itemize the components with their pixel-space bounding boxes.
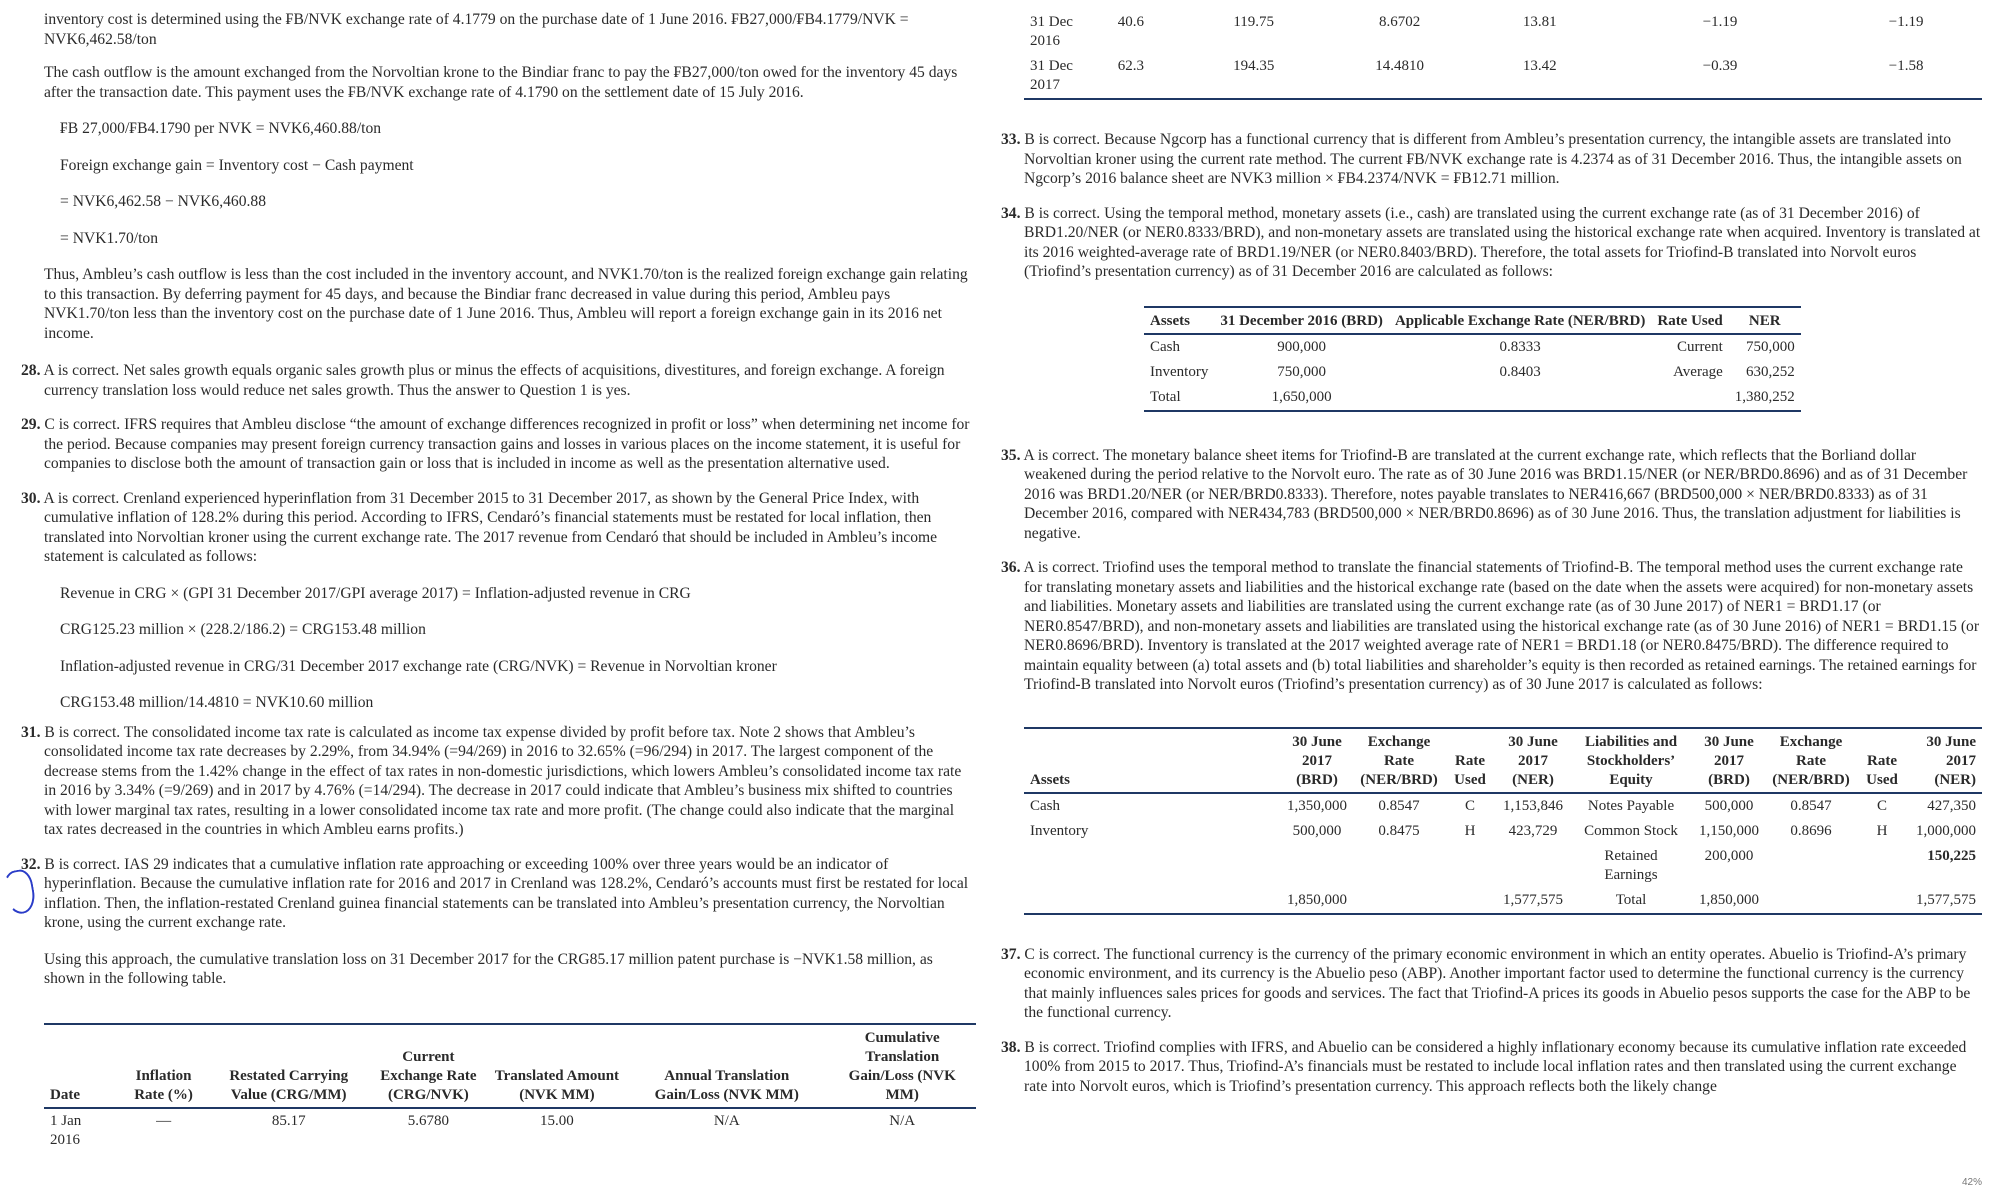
cell [1024,888,1280,914]
cell: 0.8403 [1499,363,1541,380]
answer-32-text: B is correct. IAS 29 indicates that a cumulative inflation rate approaching or exceeding 100% over three years would be an indicator of hyperinflation. Because the cumulative inflation rate for 2016 and 2017 in Crenland was 128.2%, Cendaró’s accounts must first be restated for local inflation. Then, the inflation-restated Crenland guinea financial statements can be translated into Ambleu’s presentation currency, the Norvoltian krone, using the current exchange rate. [44,855,969,931]
cell [1766,844,1856,888]
cell [1389,385,1651,411]
cell: 1,850,000 [1287,891,1347,908]
cell: Common Stock [1584,822,1678,839]
cell: Cash [1150,338,1180,355]
answer-37 [1001,945,1982,1023]
cell [1354,844,1444,888]
answer-31-text: B is correct. The consolidated income tax rate is calculated as income tax expense divided by profit before tax. Note 2 shows that Ambleu’s consolidated income tax rate decreases by 2.29%, from 34.94% (=94/269) in 2016 to 32.65% (=96/294) in 2017. The largest component of the decrease stems from the 1.42% change in the effect of tax rates in non-domestic jurisdictions, which lowers Ambleu’s consolidated income tax rate in 2016 by 3.34% (=9/269) and in 2017 by 4.76% (=14/294). The decrease in 2017 could indicate that Ambleu’s business mix shifted to countries with lower marginal tax rates, resulting in a lower consolidated income tax rate and more profit. (The change could also indicate that the marginal tax rates decreased in the countries in which Ambleu earns profits.) [44,723,962,838]
col-header: Exchange Rate (NER/BRD) [1766,728,1856,793]
answer-31-number: 31. [21,723,41,741]
table-row [44,1108,976,1153]
cell: 194.35 [1233,58,1275,74]
cell: 15.00 [540,1112,574,1129]
cell: 40.6 [1117,14,1144,30]
cell: 500,000 [1292,822,1342,839]
cell: Total [1150,388,1181,405]
cell: C [1464,797,1475,814]
col-header: Translated Amount (NVK MM) [489,1024,625,1108]
table-row [1144,360,1801,385]
cell: 31 Dec 2016 [1030,14,1073,49]
cell: 1,650,000 [1271,388,1332,405]
table-row [1144,385,1801,411]
answer-28 [21,361,976,400]
col-header: NER [1729,307,1801,334]
table-row [1024,10,1982,54]
cell: N/A [713,1112,740,1129]
col-header: Annual Translation Gain/Loss (NVK MM) [625,1024,828,1108]
table-row [1024,844,1982,888]
assets-table-header [1144,307,1801,334]
cell: Cash [1030,797,1060,814]
col-header: 31 December 2016 (BRD) [1214,307,1389,334]
cell: 0.8475 [1378,822,1420,839]
cell: 0.8547 [1790,797,1832,814]
right-column [1001,10,1982,1111]
col-header: Assets [1024,728,1280,793]
retained-earnings-table [1024,727,1982,915]
cell: 630,252 [1746,363,1795,380]
cell [1024,844,1280,888]
cell: 14.4810 [1375,58,1424,74]
equation-payment: ₣B 27,000/₣B4.1790 per NVK = NVK6,460.88/ton [60,120,382,137]
assets-table [1144,306,1801,412]
zoom-indicator: 42% [1961,1176,1982,1188]
answer-35 [1001,446,1982,544]
col-header: Exchange Rate (NER/BRD) [1354,728,1444,793]
handwritten-circle-mark [0,868,37,917]
cell [1856,888,1908,914]
translation-table [44,1023,976,1153]
cell: H [1464,822,1476,839]
answer-37-number: 37. [1001,945,1021,963]
cell: Total [1615,891,1647,908]
cell: 0.8547 [1378,797,1420,814]
cell: 85.17 [271,1112,306,1129]
cell: 1,150,000 [1699,822,1759,839]
intro-paragraph-3: Thus, Ambleu’s cash outflow is less than the cost included in the inventory account, and NVK1.70/ton is the realized foreign exchange gain relating to this transaction. By deferring payment for 45 days, and because the Bindiar franc decreased in value during this period, Ambleu pays NVK1.70/ton less than the inventory cost on the purchase date of 1 June 2016. Thus, Ambleu will report a foreign exchange gain in its 2016 net income. [44,266,968,342]
cell: 62.3 [1117,58,1144,74]
cell: 1,850,000 [1699,891,1759,908]
intro-paragraph-1: inventory cost is determined using the ₣B/NVK exchange rate of 4.1779 on the purchase date of 1 June 2016. ₣B27,000/₣B4.1779/NVK = NVK6,462.58/ton [44,11,909,48]
cell: — [156,1112,172,1129]
answer-31 [21,723,976,840]
answer-29-number: 29. [21,416,41,433]
cell: Inventory [1030,822,1089,839]
intro-paragraph-2: The cash outflow is the amount exchanged from the Norvoltian krone to the Bindiar franc to pay the ₣B27,000/ton owed for the inventory 45 days after the transaction date. This payment uses the ₣B/NVK exchange rate of 4.1790 on the settlement date of 15 July 2016. [44,64,958,101]
answer-28-number: 28. [21,362,41,379]
cell [1766,888,1856,914]
cell [1354,888,1444,914]
answer-29 [21,415,976,474]
col-header: Rate Used [1651,307,1728,334]
cell [1651,385,1728,411]
equation-fx-gain: Foreign exchange gain = Inventory cost − Cash payment [60,156,414,174]
cell: 150,225 [1927,847,1976,864]
cell: Notes Payable [1587,797,1675,814]
col-header: 30 June 2017 (BRD) [1692,728,1766,793]
col-header: Current Exchange Rate (CRG/NVK) [368,1024,489,1108]
answer-34-number: 34. [1001,204,1021,222]
answer-35-text: A is correct. The monetary balance sheet items for Triofind-B are translated at the current exchange rate, which reflects that the Borliand dollar weakened during the period relative to the Norvolt euro. The rate as of 30 June 2016 was BRD1.15/NER (or NER/BRD0.8696) and as of 31 December 2016 was BRD1.20/NER (or NER/BRD0.8333). Therefore, notes payable translates to NER416,667 (BRD500,000 × NER/BRD0.8333) as of 31 December 2016, compared with NER434,783 (BRD500,000 × NER/BRD0.8696) as of 30 June 2016. Thus, the translation adjustment for liabilities is negative. [1023,446,1968,542]
cell [1444,844,1496,888]
table-row [1144,334,1801,360]
answer-38-text: B is correct. Triofind complies with IFRS, and Abuelio can be considered a highly inflationary economy because its cumulative inflation rate exceeded 100% from 2015 to 2017. Thus, Triofind-A’s financials must be restated to include local inflation rates and then translated using the current exchange rate into Norvolt euros, which is Triofind’s presentation currency. This approach reflects both the likely change [1024,1038,1967,1095]
q30-equation-2: CRG125.23 million × (228.2/186.2) = CRG153.48 million [60,621,426,638]
cell: H [1876,822,1888,839]
cell: 13.42 [1522,58,1557,74]
cell: 1,153,846 [1503,797,1563,814]
col-header: Rate Used [1856,728,1908,793]
answer-36-text: A is correct. Triofind uses the temporal method to translate the financial statements of Triofind-B. The temporal method uses the current exchange rate for translating monetary assets and liabilities and the historical exchange rate (based on the date when the assets were acquired) for non-monetary assets and liabilities. Monetary assets and liabilities are translated using the current exchange rate (as of 30 June 2017) of NER1 = BRD1.17 (or NER0.8547/BRD), and non-monetary assets and liabilities are translated using the historical exchange rate (as of 30 June 2016) of NER1 = BRD1.15 (or NER0.8696/BRD). Inventory is translated at the 2017 weighted average rate of NER1 = BRD1.18 (or NER0.8475/BRD). The difference required to maintain equality between (a) total assets and (b) total liabilities and shareholder’s equity is then recorded as retained earnings. The retained earnings for Triofind-B translated into Norvolt euros (Triofind’s presentation currency) as of 30 June 2017 is calculated as follows: [1023,559,1980,693]
cell [1496,844,1570,888]
answer-30-number: 30. [21,489,41,507]
cell: Current [1676,338,1723,355]
col-header: 30 June 2017 (NER) [1496,728,1570,793]
cell: 31 Dec 2017 [1030,58,1073,93]
col-header: Rate Used [1444,728,1496,793]
table-row [1024,888,1982,914]
col-header: Cumulative Translation Gain/Loss (NVK MM) [828,1024,976,1108]
retained-earnings-header [1024,728,1982,793]
answer-33 [1001,130,1982,189]
answer-29-text: C is correct. IFRS requires that Ambleu disclose “the amount of exchange differences recognized in profit or loss” when determining net income for the period. Because companies may present foreign currency transaction gains and losses in various places on the income statement, it is useful for companies to disclose both the amount of transaction gain or loss that is included in income as well as the presentation alternative used. [44,416,970,472]
translation-table-continued [1024,10,1982,100]
answer-32 [21,855,976,933]
cell [1856,844,1908,888]
equation-difference: = NVK6,462.58 − NVK6,460.88 [60,193,267,210]
col-header: Liabilities and Stockholders’ Equity [1570,728,1692,793]
answer-34-text: B is correct. Using the temporal method, monetary assets (i.e., cash) are translated using the current exchange rate (as of 31 December 2016) of BRD1.20/NER (or NER0.8333/BRD), and non-monetary assets are translated using the historical exchange rate when acquired. Inventory is translated at its 2016 weighted-average rate of BRD1.19/NER (or NER0.8403/BRD). Therefore, the total assets for Triofind-B translated into Norvolt euros (Triofind’s presentation currency) as of 31 December 2016 are calculated as follows: [1024,204,1981,280]
cell: 500,000 [1704,797,1754,814]
answer-34 [1001,204,1982,282]
cell: 13.81 [1522,14,1557,30]
cell: Average [1673,363,1723,380]
answer-35-number: 35. [1001,446,1021,464]
cell: 427,350 [1927,797,1976,814]
col-header: Restated Carrying Value (CRG/MM) [209,1024,368,1108]
answer-32-followup: Using this approach, the cumulative translation loss on 31 December 2017 for the CRG85.17 million patent purchase is −NVK1.58 million, as shown in the following table. [44,950,933,987]
answer-38 [1001,1038,1982,1097]
cell: 1,577,575 [1503,891,1563,908]
cell: C [1876,797,1887,814]
cell: 750,000 [1277,363,1326,380]
cell: 0.8696 [1790,822,1832,839]
answer-38-number: 38. [1001,1038,1021,1056]
cell: 8.6702 [1378,14,1421,30]
cell: 200,000 [1704,847,1754,864]
cell: Inventory [1150,363,1209,380]
cell: −1.58 [1888,58,1924,74]
answer-33-number: 33. [1001,131,1021,148]
cell: 1,577,575 [1916,891,1976,908]
cell: −1.19 [1702,14,1738,30]
col-header: Assets [1144,307,1214,334]
q30-equation-3: Inflation-adjusted revenue in CRG/31 December 2017 exchange rate (CRG/NVK) = Revenue in Norvoltian kroner [60,657,777,675]
q30-equation-4: CRG153.48 million/14.4810 = NVK10.60 million [60,694,374,711]
cell: −0.39 [1702,58,1738,74]
col-header: Inflation Rate (%) [118,1024,210,1108]
answer-36-number: 36. [1001,559,1021,576]
table-row [1024,793,1982,819]
translation-table-header [44,1024,976,1108]
cell: −1.19 [1888,14,1924,30]
q30-equation-1: Revenue in CRG × (GPI 31 December 2017/GPI average 2017) = Inflation-adjusted revenue in CRG [60,584,691,602]
cell: 1,380,252 [1734,388,1795,405]
answer-30-text: A is correct. Crenland experienced hyperinflation from 31 December 2015 to 31 December 2017, as shown by the General Price Index, with cumulative inflation of 128.2% during this period. According to IFRS, Cendaró’s financial statements must be restated for local inflation, then translated into Norvoltian kroner using the current exchange rate. The 2017 revenue from Cendaró that should be included in Ambleu’s income statement is calculated as follows: [43,489,938,565]
cell: Retained Earnings [1604,847,1658,883]
answer-32-number: 32. [21,855,41,873]
cell: 423,729 [1508,822,1558,839]
cell: 1 Jan 2016 [50,1112,82,1148]
cell [1280,844,1354,888]
cell [1444,888,1496,914]
cell: 750,000 [1746,338,1795,355]
left-column [21,10,976,1153]
cell: 5.6780 [407,1112,450,1129]
table-row [1024,819,1982,844]
col-header: Date [44,1024,118,1108]
col-header: 30 June 2017 (BRD) [1280,728,1354,793]
col-header: Applicable Exchange Rate (NER/BRD) [1389,307,1651,334]
answer-28-text: A is correct. Net sales growth equals organic sales growth plus or minus the effects of acquisitions, divestitures, and foreign exchange. A foreign currency translation loss would reduce net sales growth. Thus the answer to Question 1 is yes. [43,362,945,399]
cell: 1,000,000 [1916,822,1976,839]
cell: 900,000 [1277,338,1326,355]
cell: 119.75 [1233,14,1275,30]
cell: N/A [889,1112,916,1129]
answer-30 [21,489,976,567]
answer-37-text: C is correct. The functional currency is the currency of the primary economic environment in which an entity operates. Abuelio is Triofind-A’s primary economic environment, and its currency is the Abuelio peso (ABP). Another important factor used to determine the functional currency is the currency that mainly influences sales prices for goods and services. The fact that Triofind-A prices its goods in Abuelio pesos supports the case for the ABP to be the functional currency. [1024,945,1971,1021]
table-row [1024,54,1982,99]
answer-36 [1001,558,1982,695]
cell: 0.8333 [1499,338,1541,355]
answer-33-text: B is correct. Because Ngcorp has a functional currency that is different from Ambleu’s presentation currency, the intangible assets are translated into Norvoltian kroner using the current rate method. The current ₣B/NVK exchange rate is 4.2374 as of 31 December 2016. Thus, the intangible assets on Ngcorp’s 2016 balance sheet are NVK3 million × ₣B4.2374/NVK = ₣B12.71 million. [1024,131,1962,187]
cell: 1,350,000 [1287,797,1347,814]
col-header: 30 June 2017 (NER) [1908,728,1982,793]
equation-result: = NVK1.70/ton [60,229,159,247]
